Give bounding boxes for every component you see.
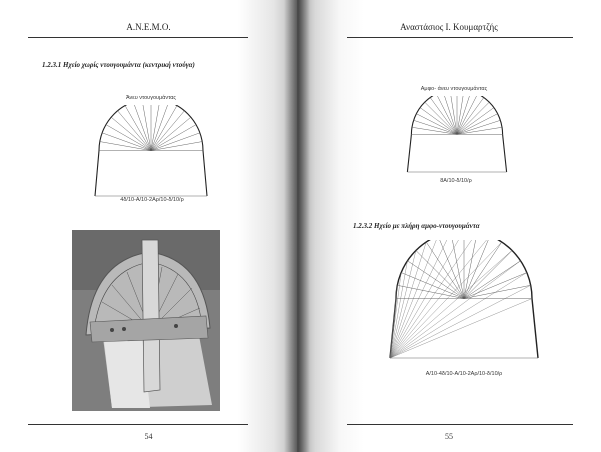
- diagram-right-leg: [503, 134, 507, 172]
- diagram-spoke: [457, 102, 489, 134]
- diagram-spoke: [151, 105, 169, 151]
- diagram-chord: [390, 240, 451, 358]
- diagram-chord: [390, 240, 464, 358]
- diagram-chord: [390, 242, 502, 358]
- left-footer-rule: [28, 424, 248, 425]
- diagram-spoke: [420, 108, 457, 135]
- diagram-spoke: [443, 96, 457, 134]
- diagram-chord: [390, 250, 416, 358]
- diagram-chord: [390, 299, 532, 358]
- right-header-rule: [347, 37, 573, 38]
- left-header-rule: [28, 37, 248, 38]
- diagram-right-leg: [203, 151, 207, 196]
- diagram-chord: [390, 261, 407, 358]
- diagram-spoke: [457, 120, 500, 134]
- right-fan-diagram-2: [379, 240, 549, 362]
- book-gutter-shadow: [284, 0, 310, 452]
- diagram-right-leg: [532, 299, 538, 358]
- diagram-spoke: [142, 105, 151, 151]
- resonator-photo: [72, 230, 220, 411]
- left-page: [0, 0, 297, 452]
- left-page-header: Α.Ν.Ε.Μ.Ο.: [126, 22, 171, 32]
- diagram-spoke: [457, 98, 484, 135]
- diagram-spoke: [464, 250, 512, 298]
- right-fan-diagram-1: [400, 96, 514, 176]
- right-diagram1-bottom-label: 8Α/10-δ/10/ρ: [440, 178, 472, 184]
- diagram-spoke: [464, 273, 527, 299]
- left-diagram-bottom-label: 4δ/10-Α/10-2Αρ/10-δ/10/ρ: [120, 197, 184, 203]
- diagram-left-leg: [95, 151, 99, 196]
- diagram-spoke: [416, 250, 464, 298]
- left-page-number: 54: [144, 432, 153, 441]
- diagram-spoke: [457, 96, 471, 134]
- diagram-spoke: [430, 98, 457, 135]
- diagram-spoke: [401, 273, 464, 299]
- right-page: [297, 0, 601, 452]
- diagram-spoke: [414, 120, 457, 134]
- diagram-spoke: [451, 240, 464, 299]
- right-section-title: 1.2.3.2 Ηχείο με πλήρη αμφο-ντουγουμάντα: [353, 222, 480, 230]
- diagram-left-leg: [407, 134, 411, 172]
- right-page-header: Αναστάσιος Ι. Κουμαρτζής: [400, 22, 498, 32]
- right-page-number: 55: [445, 432, 453, 441]
- diagram-spoke: [133, 105, 151, 151]
- left-section-title: 1.2.3.1 Ηχείο χωρίς ντουγουμάντα (κεντρική ντούγα): [42, 61, 195, 69]
- diagram-chord: [390, 261, 521, 358]
- resonator-photo-image: [72, 230, 220, 411]
- diagram-chord: [390, 240, 490, 358]
- diagram-spoke: [151, 105, 160, 151]
- diagram-spoke: [457, 108, 494, 135]
- right-footer-rule: [347, 424, 573, 425]
- right-diagram2-bottom-label: Α/10-4δ/10-Α/10-2Αρ/10-δ/10/ρ: [425, 371, 503, 377]
- diagram-chord: [390, 273, 401, 358]
- diagram-spoke: [425, 102, 457, 134]
- right-diagram1-top-label: Αμφο- άνευ ντουγουμάντας: [420, 86, 488, 92]
- left-diagram-top-label: Άνευ ντουγουμάντας: [125, 95, 177, 101]
- left-fan-diagram: [86, 105, 216, 200]
